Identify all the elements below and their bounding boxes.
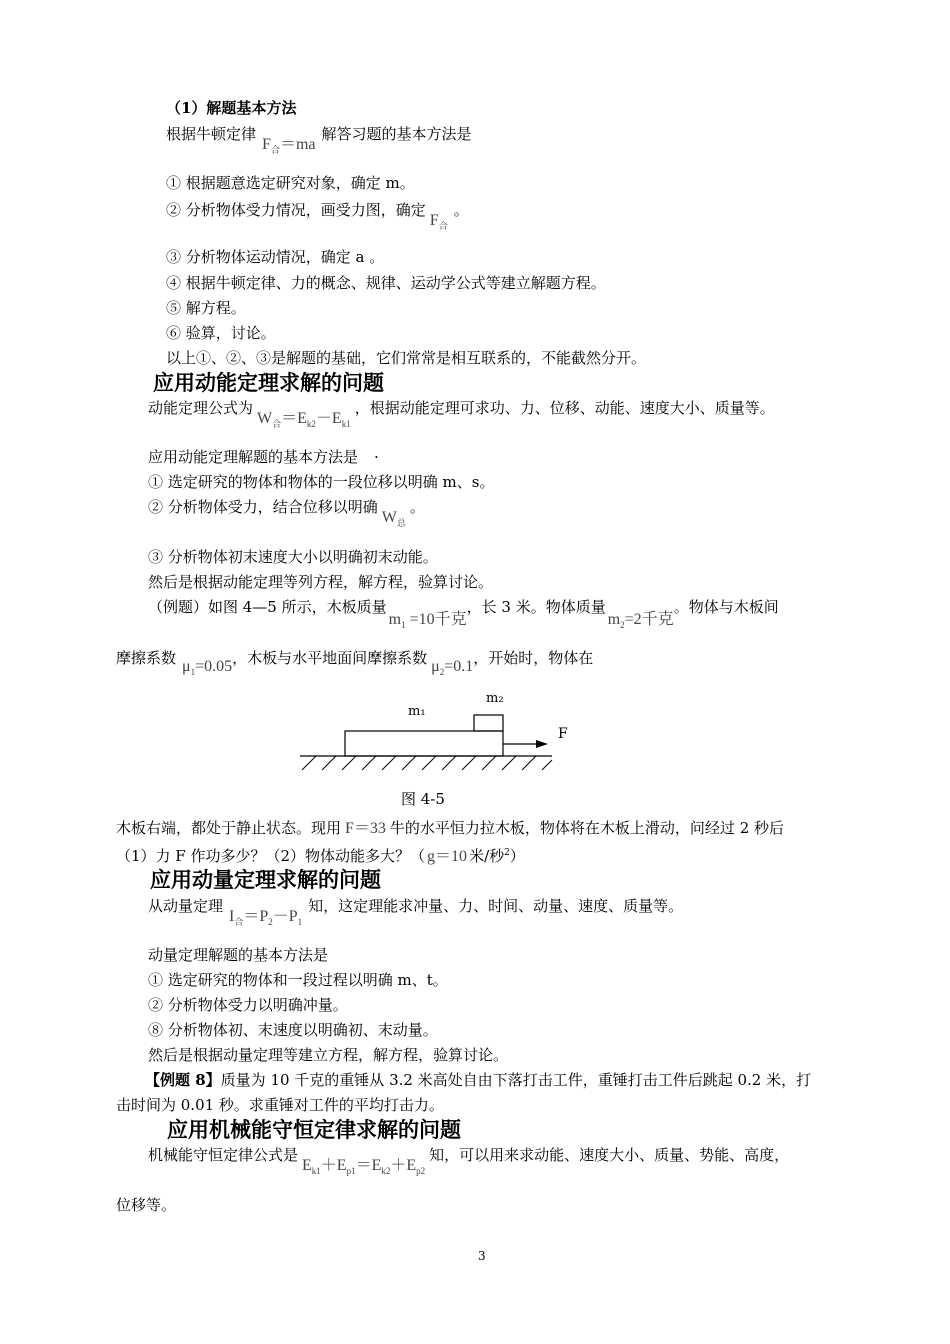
sym: ＝E xyxy=(355,1157,382,1174)
kinetic-step-2 xyxy=(148,497,425,528)
mass-m1 xyxy=(389,611,467,628)
text: ，长 3 米。物体质量 xyxy=(466,598,606,616)
sub: 1 xyxy=(401,620,406,630)
example-8-line-2: 击时间为 0.01 秒。求重锤对工件的平均打击力。 xyxy=(116,1096,444,1114)
sym: E xyxy=(302,1157,312,1174)
sym: ＝ma xyxy=(279,136,316,153)
mechanical-formula-line xyxy=(148,1145,790,1176)
sub: 合 xyxy=(438,221,448,231)
step-1: ① 根据题意选定研究对象，确定 m。 xyxy=(166,174,415,192)
label-m1: m₁ xyxy=(408,704,426,719)
kinetic-then: 然后是根据动能定理等列方程，解方程，验算讨论。 xyxy=(148,573,494,591)
text: ② 分析物体受力，结合位移以明确 xyxy=(148,498,378,516)
text: 从动量定理 xyxy=(148,897,224,915)
text: 动能定理公式为 xyxy=(148,399,254,417)
text: 木板右端，都处于静止状态。现用 xyxy=(116,819,342,837)
sub: 1 xyxy=(297,917,303,927)
gravity-value: g＝10 xyxy=(427,848,468,865)
sym: ＋E xyxy=(320,1157,347,1174)
momentum-method: 动量定理解题的基本方法是 xyxy=(148,946,329,964)
example-question xyxy=(116,843,525,867)
step-6: ⑥ 验算，讨论。 xyxy=(166,324,276,342)
figure-caption: 图 4-5 xyxy=(401,790,445,808)
sub: 2 xyxy=(439,667,445,677)
sub: k2 xyxy=(306,419,316,429)
sub: k1 xyxy=(341,419,351,429)
step-5: ⑤ 解方程。 xyxy=(166,299,246,317)
sub: p1 xyxy=(346,1166,356,1176)
section-title: （1）解题基本方法 xyxy=(166,99,297,117)
text: ，根据动能定理可求功、力、位移、动能、速度大小、质量等。 xyxy=(354,399,775,417)
text: 质量为 10 千克的重锤从 3.2 米高处自由下落打击工件，重锤打击工件后跳起 0.2 米，打 xyxy=(220,1071,812,1089)
momentum-step-2: ② 分析物体受力以明确冲量。 xyxy=(148,996,348,1014)
text: ） xyxy=(509,847,525,865)
sym: m xyxy=(607,611,621,628)
text: （例题）如图 4—5 所示，木板质量 xyxy=(148,598,387,616)
sym: =0.05 xyxy=(195,658,233,675)
step-4: ④ 根据牛顿定律、力的概念、规律、运动学公式等建立解题方程。 xyxy=(166,274,606,292)
heading-momentum: 应用动量定理求解的问题 xyxy=(150,868,381,892)
block-m2 xyxy=(474,715,503,731)
force-symbol xyxy=(430,212,448,229)
sym: W xyxy=(257,410,273,427)
work-symbol xyxy=(382,509,406,526)
mechanical-end: 位移等。 xyxy=(116,1196,177,1214)
momentum-then: 然后是根据动量定理等建立方程，解方程，验算讨论。 xyxy=(148,1046,509,1064)
sym: W xyxy=(381,509,397,526)
label-m2: m₂ xyxy=(486,691,504,706)
sub: 总 xyxy=(396,518,406,528)
sym: －P xyxy=(272,908,298,925)
text: 根据牛顿定律 xyxy=(166,125,257,143)
force-value: F＝33 xyxy=(345,820,386,837)
example-line-2 xyxy=(116,648,594,677)
example-label: 【例题 8】 xyxy=(145,1071,221,1089)
sym: =2千克 xyxy=(624,611,674,628)
sym: ＋E xyxy=(390,1157,417,1174)
momentum-formula-line xyxy=(148,896,684,927)
sym: F xyxy=(429,212,439,229)
momentum-step-1: ① 选定研究的物体和一段过程以明确 m、t。 xyxy=(148,971,448,989)
sub: 合 xyxy=(272,419,282,429)
example-8-line-1 xyxy=(145,1070,811,1090)
example-line-1 xyxy=(148,597,779,630)
heading-kinetic-energy: 应用动能定理求解的问题 xyxy=(153,371,384,395)
sym: －E xyxy=(315,410,342,427)
dot: · xyxy=(374,448,379,466)
sym: ＝P xyxy=(243,908,269,925)
sym: μ xyxy=(431,658,440,675)
arrow-head xyxy=(536,740,548,748)
sym: I xyxy=(229,908,235,925)
momentum-step-3: ⑧ 分析物体初、末速度以明确初、末动量。 xyxy=(148,1021,438,1039)
text: ② 分析物体受力情况，画受力图，确定 xyxy=(166,201,426,219)
sub: k1 xyxy=(311,1166,321,1176)
kinetic-method xyxy=(148,447,379,467)
kinetic-formula-line xyxy=(148,398,775,429)
newton-formula xyxy=(262,136,315,153)
page-number: 3 xyxy=(478,1249,486,1263)
step-2 xyxy=(166,200,469,231)
sym: =0.1 xyxy=(444,658,474,675)
text: 解答习题的基本方法是 xyxy=(321,125,472,143)
kinetic-formula xyxy=(257,410,351,427)
text: 机械能守恒定律公式是 xyxy=(148,1146,299,1164)
sub: 2 xyxy=(268,917,273,927)
text: 知，可以用来求动能、速度大小、质量、势能、高度， xyxy=(429,1146,790,1164)
board-m1 xyxy=(345,731,503,756)
mass-m2 xyxy=(608,611,674,628)
mu-1 xyxy=(182,658,232,675)
text: 。 xyxy=(409,498,425,516)
sup: 2 xyxy=(504,848,510,858)
heading-mechanical-energy: 应用机械能守恒定律求解的问题 xyxy=(167,1118,461,1142)
sym: F xyxy=(262,136,271,153)
sub: 1 xyxy=(190,667,196,677)
sub: k2 xyxy=(381,1166,391,1176)
sym: ＝E xyxy=(281,410,307,427)
newton-intro xyxy=(166,124,472,155)
figure-board-block xyxy=(290,685,570,780)
text: ，木板与水平地面间摩擦系数 xyxy=(232,649,428,667)
sym: =10千克 xyxy=(409,611,467,628)
step-3: ③ 分析物体运动情况，确定 a 。 xyxy=(166,248,385,266)
text: 牛的水平恒力拉木板，物体将在木板上滑动，问经过 2 秒后 xyxy=(389,819,785,837)
label-F: F xyxy=(558,726,568,742)
text: 摩擦系数 xyxy=(116,649,177,667)
sym: μ xyxy=(182,658,191,675)
sub: 合 xyxy=(234,917,244,927)
mechanical-formula xyxy=(302,1157,425,1174)
example-line-3 xyxy=(116,818,784,839)
text: 应用动能定理解题的基本方法是 xyxy=(148,448,359,466)
ground-hatching xyxy=(302,756,552,770)
kinetic-step-3: ③ 分析物体初末速度大小以明确初末动能。 xyxy=(148,548,438,566)
summary: 以上①、②、③是解题的基础，它们常常是相互联系的，不能截然分开。 xyxy=(166,349,647,367)
text: 米/秒 xyxy=(469,847,505,865)
sub: 合 xyxy=(270,145,280,155)
sub: 2 xyxy=(620,620,625,630)
text: 知，这定理能求冲量、力、时间、动量、速度、质量等。 xyxy=(308,897,684,915)
text: ，开始时，物体在 xyxy=(473,649,594,667)
text: 。物体与木板间 xyxy=(673,598,779,616)
sub: p2 xyxy=(416,1166,426,1176)
text: 。 xyxy=(453,201,469,219)
sym: m xyxy=(388,611,402,628)
kinetic-step-1: ① 选定研究的物体和物体的一段位移以明确 m、s。 xyxy=(148,473,495,491)
momentum-formula xyxy=(229,908,302,925)
text: （1）力 F 作功多少？（2）物体动能多大？（ xyxy=(116,847,426,865)
mu-2 xyxy=(431,658,473,675)
